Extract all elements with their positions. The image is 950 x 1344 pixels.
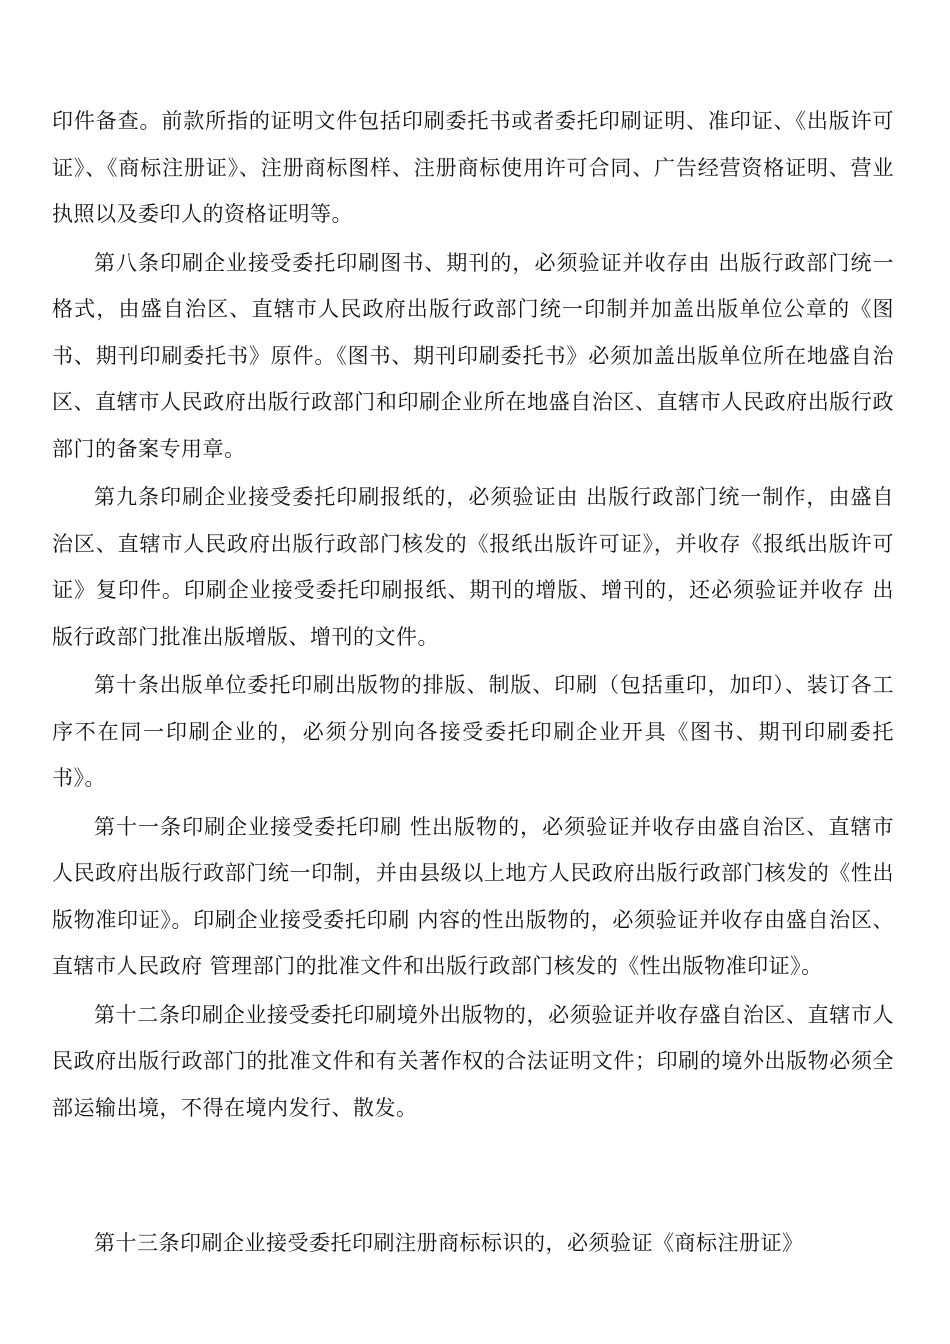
paragraph-article-10: 第十条出版单位委托印刷出版物的排版、制版、印刷（包括重印，加印）、装订各工序不在同一印刷企业的，必须分别向各接受委托印刷企业开具《图书、期刊印刷委托书》。 bbox=[52, 673, 894, 790]
document-page bbox=[52, 98, 894, 1267]
paragraph-article-11: 第十一条印刷企业接受委托印刷 性出版物的，必须验证并收存由盛自治区、直辖市人民政府出版行政部门统一印制，并由县级以上地方人民政府出版行政部门核发的《性出版物准印证》。印刷企业接受委托印刷 内容的性出版物的，必须验证并收存由盛自治区、直辖市人民政府 管理部门的批准文件和出版行政部门核发的《性出版物准印证》。 bbox=[52, 814, 894, 978]
paragraph-continuation: 印件备查。前款所指的证明文件包括印刷委托书或者委托印刷证明、准印证、《出版许可证》、《商标注册证》、注册商标图样、注册商标使用许可合同、广告经营资格证明、营业执照以及委印人的资格证明等。 bbox=[52, 109, 894, 226]
paragraph-article-8: 第八条印刷企业接受委托印刷图书、期刊的，必须验证并收存由 出版行政部门统一格式，由盛自治区、直辖市人民政府出版行政部门统一印制并加盖出版单位公章的《图书、期刊印刷委托书》原件。《图书、期刊印刷委托书》必须加盖出版单位所在地盛自治区、直辖市人民政府出版行政部门和印刷企业所在地盛自治区、直辖市人民政府出版行政部门的备案专用章。 bbox=[52, 250, 894, 461]
paragraph-article-13: 第十三条印刷企业接受委托印刷注册商标标识的，必须验证《商标注册证》 bbox=[94, 1231, 804, 1255]
paragraph-gap bbox=[52, 1131, 894, 1220]
paragraph-article-12: 第十二条印刷企业接受委托印刷境外出版物的，必须验证并收存盛自治区、直辖市人民政府出版行政部门的批准文件和有关著作权的合法证明文件；印刷的境外出版物必须全部运输出境，不得在境内发行、散发。 bbox=[52, 1002, 894, 1120]
paragraph-article-9: 第九条印刷企业接受委托印刷报纸的，必须验证由 出版行政部门统一制作，由盛自治区、直辖市人民政府出版行政部门核发的《报纸出版许可证》，并收存《报纸出版许可证》复印件。印刷企业接受委托印刷报纸、期刊的增版、增刊的，还必须验证并收存 出版行政部门批准出版增版、增刊的文件。 bbox=[52, 485, 894, 649]
